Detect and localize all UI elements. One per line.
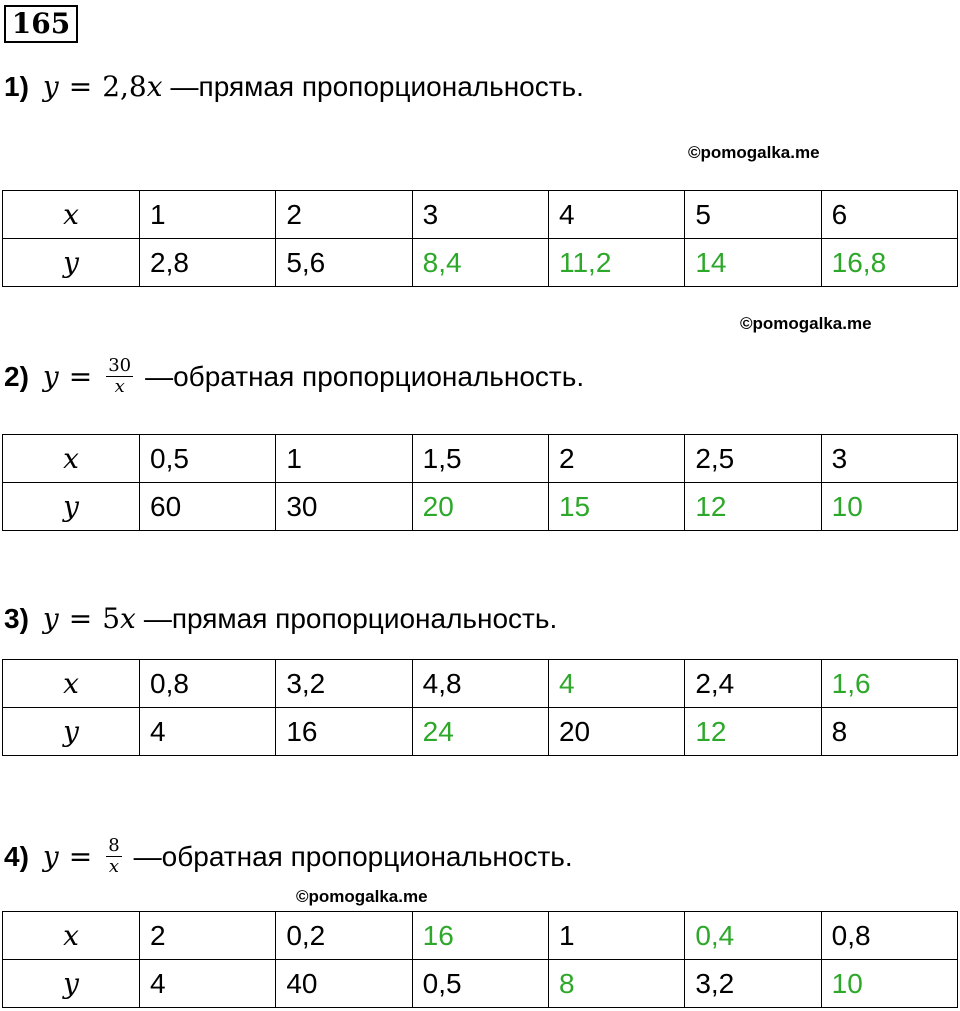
problem-1-number: 1) — [4, 70, 29, 102]
table-cell-answer: 8,4 — [412, 239, 548, 287]
table-cell-answer: 16 — [412, 912, 548, 960]
table-cell: 3,2 — [276, 660, 412, 708]
problem-3-var: x — [120, 602, 136, 635]
table-cell: 30 — [276, 483, 412, 531]
problem-1-coef: 2,8 — [102, 70, 147, 103]
table-cell: 5,6 — [276, 239, 412, 287]
table-row-y — [3, 960, 958, 1008]
table-row-x — [3, 435, 958, 483]
table-cell: 0,5 — [412, 960, 548, 1008]
problem-1-lhs: y — [42, 70, 59, 103]
problem-3-table — [2, 659, 958, 756]
problem-2-fraction — [106, 356, 133, 397]
table-cell: 8 — [821, 708, 957, 756]
row-label-y: y — [3, 239, 140, 287]
table-cell: 0,5 — [140, 435, 276, 483]
table-cell: 1,5 — [412, 435, 548, 483]
problem-3-lhs: y — [42, 602, 59, 635]
problem-1-var: x — [146, 70, 163, 103]
problem-3-coef: 5 — [102, 602, 121, 635]
problem-2-description: —обратная пропорциональность. — [145, 360, 585, 392]
table-cell: 1 — [548, 912, 684, 960]
table-cell: 1 — [276, 435, 412, 483]
row-label-x: x — [3, 191, 140, 239]
table-cell: 16 — [276, 708, 412, 756]
table-cell: 20 — [548, 708, 684, 756]
table-cell: 3 — [412, 191, 548, 239]
problem-1-description: —прямая пропорциональность. — [170, 70, 584, 102]
table-row-y — [3, 483, 958, 531]
problem-4-lhs: y — [42, 840, 59, 873]
table-cell-answer: 1,6 — [821, 660, 957, 708]
table-cell: 0,8 — [821, 912, 957, 960]
table-cell: 2,8 — [140, 239, 276, 287]
table-cell-answer: 10 — [821, 483, 957, 531]
table-cell-answer: 20 — [412, 483, 548, 531]
table-cell-answer: 14 — [685, 239, 821, 287]
problem-3-equals: = — [68, 602, 93, 635]
row-label-y: y — [3, 960, 140, 1008]
table-cell: 4 — [140, 960, 276, 1008]
table-row-y — [3, 239, 958, 287]
fraction-numerator: 30 — [108, 355, 132, 376]
problem-2-number: 2) — [4, 360, 29, 392]
table-cell: 4 — [548, 191, 684, 239]
table-cell-answer: 12 — [685, 483, 821, 531]
row-label-y: y — [3, 483, 140, 531]
table-cell: 60 — [140, 483, 276, 531]
table-cell-answer: 12 — [685, 708, 821, 756]
problem-4-number: 4) — [4, 840, 29, 872]
watermark: ©pomogalka.me — [296, 887, 428, 906]
problem-4-fraction — [106, 836, 121, 877]
problem-1-equals: = — [68, 70, 93, 103]
row-label-y: y — [3, 708, 140, 756]
table-cell: 3,2 — [685, 960, 821, 1008]
table-cell-answer: 10 — [821, 960, 957, 1008]
table-cell: 2,4 — [685, 660, 821, 708]
row-label-x: x — [3, 660, 140, 708]
table-cell-answer: 0,4 — [685, 912, 821, 960]
problem-2-statement — [4, 356, 584, 397]
table-cell-answer: 8 — [548, 960, 684, 1008]
table-cell: 2 — [276, 191, 412, 239]
table-row-y — [3, 708, 958, 756]
row-label-x: x — [3, 435, 140, 483]
problem-4-description: —обратная пропорциональность. — [133, 840, 573, 872]
table-cell: 5 — [685, 191, 821, 239]
fraction-denominator: x — [114, 376, 125, 397]
table-row-x — [3, 912, 958, 960]
problem-2-equals: = — [68, 360, 93, 393]
fraction-denominator: x — [108, 856, 119, 877]
problem-number-box: 165 — [4, 5, 78, 43]
problem-3-statement — [4, 602, 557, 635]
problem-2-table — [2, 434, 958, 531]
table-cell-answer: 15 — [548, 483, 684, 531]
problem-1-table — [2, 190, 958, 287]
table-cell: 3 — [821, 435, 957, 483]
table-cell: 40 — [276, 960, 412, 1008]
problem-4-statement — [4, 836, 573, 877]
table-cell: 4 — [140, 708, 276, 756]
fraction-numerator: 8 — [108, 835, 120, 856]
problem-1-statement — [4, 70, 584, 103]
problem-2-lhs: y — [42, 360, 59, 393]
problem-4-equals: = — [68, 840, 93, 873]
table-cell: 1 — [140, 191, 276, 239]
table-row-x — [3, 191, 958, 239]
table-cell: 2,5 — [685, 435, 821, 483]
watermark: ©pomogalka.me — [740, 314, 872, 333]
table-cell-answer: 16,8 — [821, 239, 957, 287]
table-cell-answer: 4 — [548, 660, 684, 708]
table-row-x — [3, 660, 958, 708]
watermark: ©pomogalka.me — [688, 143, 820, 162]
table-cell-answer: 11,2 — [548, 239, 684, 287]
problem-3-number: 3) — [4, 602, 29, 634]
row-label-x: x — [3, 912, 140, 960]
table-cell: 0,2 — [276, 912, 412, 960]
table-cell: 4,8 — [412, 660, 548, 708]
table-cell: 6 — [821, 191, 957, 239]
problem-4-table — [2, 911, 958, 1008]
table-cell: 2 — [548, 435, 684, 483]
table-cell: 0,8 — [140, 660, 276, 708]
table-cell-answer: 24 — [412, 708, 548, 756]
problem-3-description: —прямая пропорциональность. — [143, 602, 558, 634]
table-cell: 2 — [140, 912, 276, 960]
